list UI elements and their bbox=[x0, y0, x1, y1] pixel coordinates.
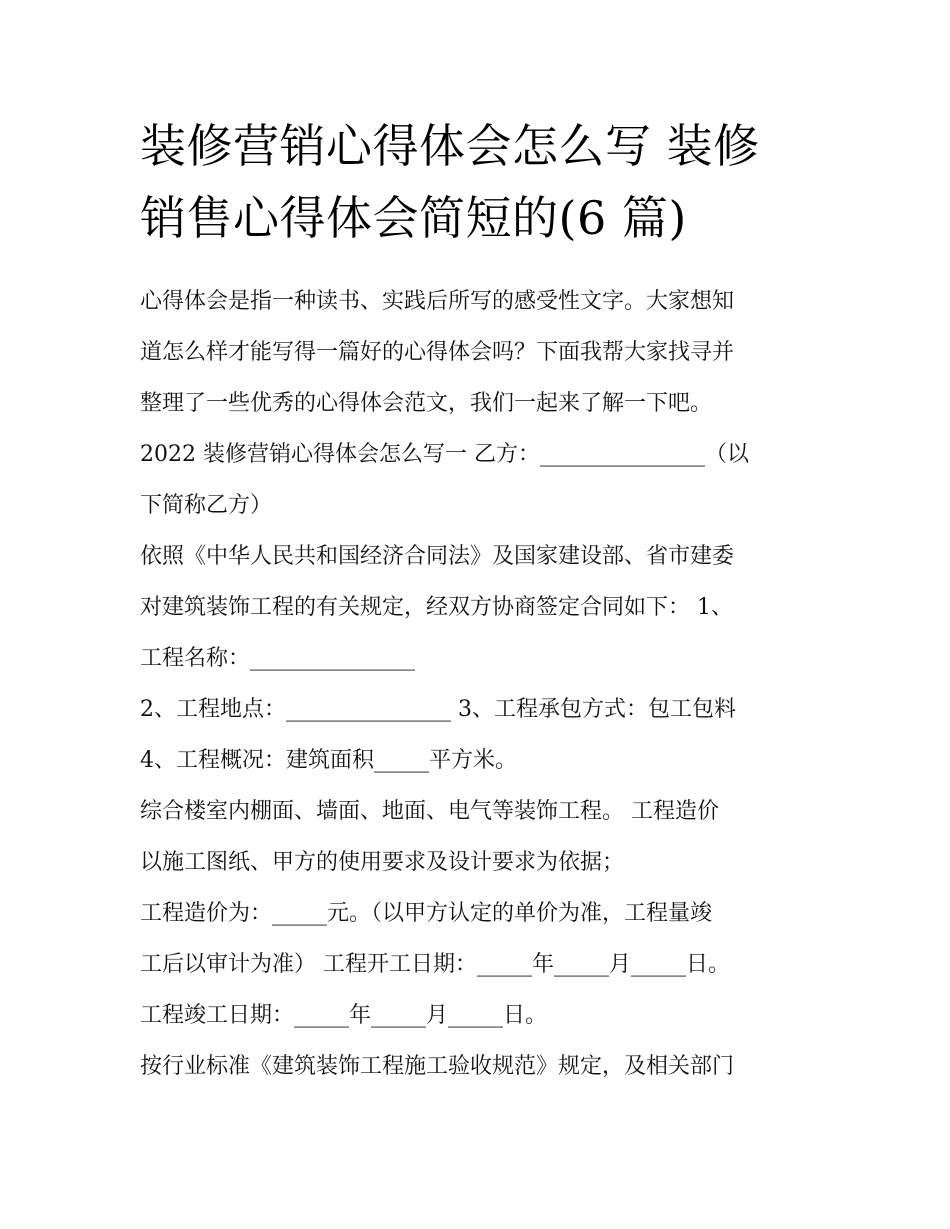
text-line: 2、工程地点：_______________ 3、工程承包方式：包工包料 bbox=[140, 697, 736, 722]
text-line: 整理了一些优秀的心得体会范文，我们一起来了解一下吧。 bbox=[140, 391, 713, 416]
document-title bbox=[140, 110, 820, 254]
title-line: 装修营销心得体会怎么写 装修 bbox=[140, 119, 760, 173]
text-line: 综合楼室内棚面、墙面、地面、电气等装饰工程。 工程造价 bbox=[140, 799, 719, 824]
text-line: 依照《中华人民共和国经济合同法》及国家建设部、省市建委 bbox=[140, 544, 735, 569]
text-line: 道怎么样才能写得一篇好的心得体会吗？下面我帮大家找寻并 bbox=[140, 340, 735, 365]
text-line: 下简称乙方） bbox=[140, 493, 273, 518]
text-line: 心得体会是指一种读书、实践后所写的感受性文字。大家想知 bbox=[140, 289, 735, 314]
text-line: 按行业标准《建筑装饰工程施工验收规范》规定，及相关部门 bbox=[140, 1054, 735, 1079]
paragraph-standard bbox=[140, 1041, 820, 1092]
title-line: 销售心得体会简短的(6 篇) bbox=[140, 191, 687, 245]
document-body bbox=[140, 276, 820, 1092]
paragraph-overview bbox=[140, 735, 820, 786]
text-line: 2022 装修营销心得体会怎么写一 乙方：_______________（以 bbox=[140, 442, 749, 467]
text-line: 工程竣工日期：_____年_____月_____日。 bbox=[140, 1003, 548, 1028]
text-line: 工程造价为：_____元。（以甲方认定的单价为准，工程量竣 bbox=[140, 901, 713, 926]
document-content bbox=[140, 110, 820, 1092]
paragraph-intro bbox=[140, 276, 820, 429]
text-line: 工程名称：_______________ bbox=[140, 646, 416, 671]
paragraph-scope bbox=[140, 786, 820, 888]
paragraph-cost bbox=[140, 888, 820, 990]
text-line: 工后以审计为准） 工程开工日期：_____年_____月_____日。 bbox=[140, 952, 730, 977]
paragraph-location bbox=[140, 684, 820, 735]
text-line: 4、工程概况：建筑面积_____平方米。 bbox=[140, 748, 517, 773]
paragraph-completion-date bbox=[140, 990, 820, 1041]
paragraph-party-b bbox=[140, 429, 820, 531]
text-line: 以施工图纸、甲方的使用要求及设计要求为依据； bbox=[140, 850, 625, 875]
paragraph-legal-basis bbox=[140, 531, 820, 684]
text-line: 对建筑装饰工程的有关规定，经双方协商签定合同如下： 1、 bbox=[140, 595, 733, 620]
